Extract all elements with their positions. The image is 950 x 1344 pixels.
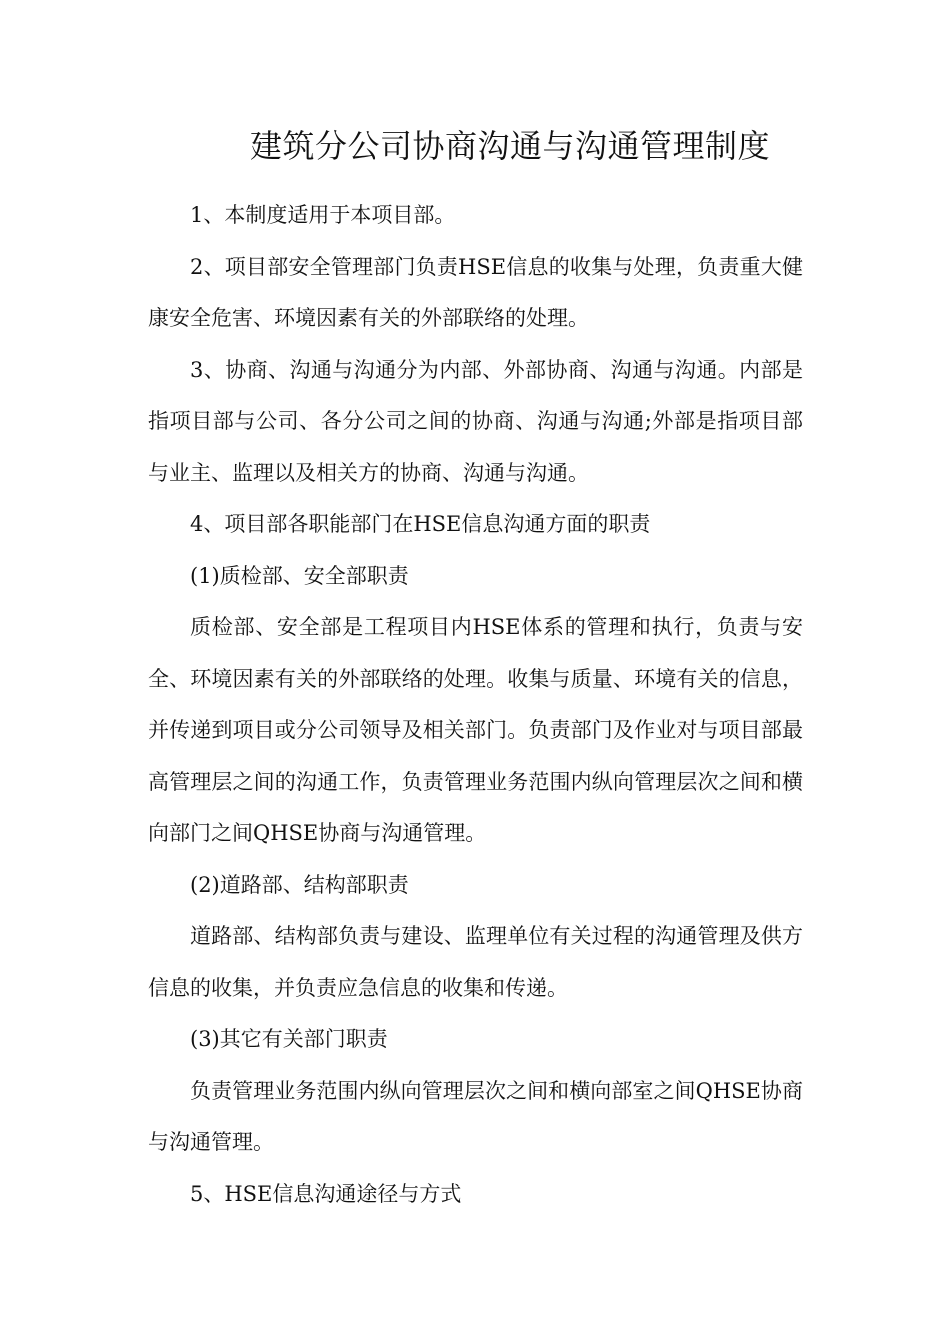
paragraph-road-structure-heading: (2)道路部、结构部职责 (190, 872, 409, 897)
document-body (148, 190, 803, 1220)
paragraph-quality-safety-body: 质检部、安全部是工程项目内HSE体系的管理和执行，负责与安全、环境因素有关的外部联络的处理。收集与质量、环境有关的信息，并传递到项目或分公司领导及相关部门。负责部门及作业对与项目部最高管理层之间的沟通工作，负责管理业务范围内纵向管理层次之间和横向部门之间QHSE协商与沟通管理。 (148, 615, 803, 845)
document-title: 建筑分公司协商沟通与沟通管理制度 (249, 127, 770, 165)
paragraph-other-depts-body: 负责管理业务范围内纵向管理层次之间和横向部室之间QHSE协商与沟通管理。 (148, 1078, 803, 1154)
paragraph-other-depts-heading: (3)其它有关部门职责 (190, 1027, 388, 1051)
paragraph-road-structure-body: 道路部、结构部负责与建设、监理单位有关过程的沟通管理及供方信息的收集，并负责应急信息的收集和传递。 (148, 924, 803, 1000)
paragraph-quality-safety-heading: (1)质检部、安全部职责 (190, 563, 409, 588)
paragraph-safety-dept: 2、项目部安全管理部门负责HSE信息的收集与处理，负责重大健康安全危害、环境因素有关的外部联络的处理。 (148, 254, 803, 330)
paragraph-channels-heading: 5、HSE信息沟通途径与方式 (190, 1181, 462, 1206)
paragraph-communication-types: 3、协商、沟通与沟通分为内部、外部协商、沟通与沟通。内部是指项目部与公司、各分公司之间的协商、沟通与沟通;外部是指项目部与业主、监理以及相关方的协商、沟通与沟通。 (148, 357, 803, 485)
paragraph-dept-responsibilities-heading: 4、项目部各职能部门在HSE信息沟通方面的职责 (190, 512, 651, 536)
paragraph-scope: 1、本制度适用于本项目部。 (190, 203, 456, 227)
